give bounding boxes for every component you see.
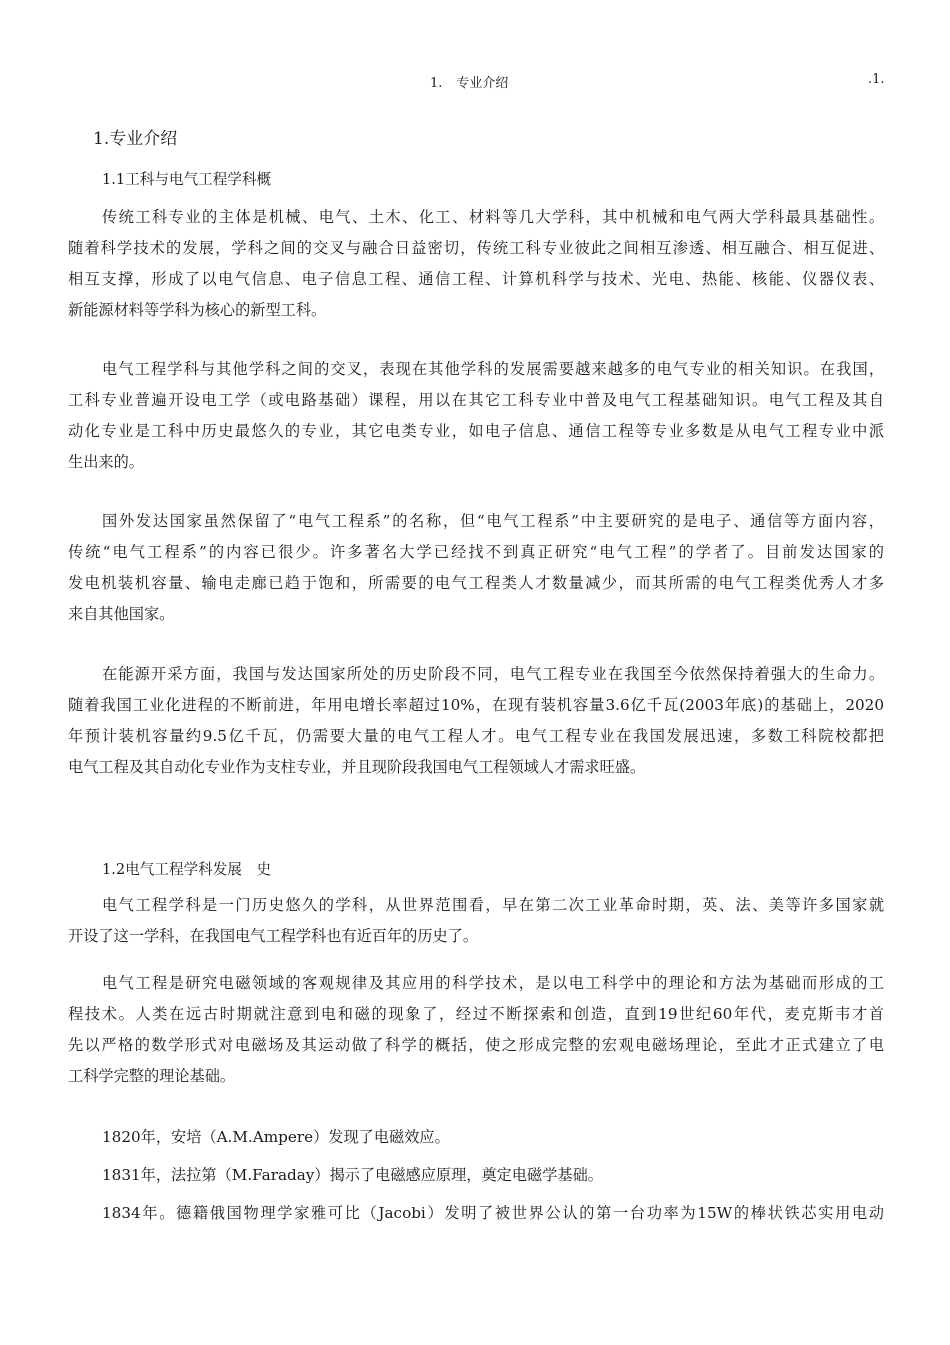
text-line: 工科专业普遍开设电工学（或电路基础）课程，用以在其它工科专业中普及电气工程基础知识。电气工程及其自 [68, 391, 884, 409]
text-line: 1834年。德籍俄国物理学家雅可比（Jacobi）发明了被世界公认的第一台功率为15W的棒状铁芯实用电动 [102, 1204, 884, 1222]
text-line: 生出来的。 [68, 453, 144, 471]
text-line: 1831年，法拉第（M.Faraday）揭示了电磁感应原理，奠定电磁学基础。 [102, 1166, 603, 1184]
text-line: 发电机装机容量、输电走廊已趋于饱和，所需要的电气工程类人才数量减少，而其所需的电气工程类优秀人才多 [68, 574, 884, 592]
text-line: 国外发达国家虽然保留了“电气工程系”的名称，但“电气工程系”中主要研究的是电子、通信等方面内容， [102, 512, 884, 530]
chapter-heading: 1.专业介绍 [93, 129, 178, 149]
paragraph [68, 1122, 884, 1153]
paragraph [68, 659, 884, 783]
text-line: 动化专业是工科中历史最悠久的专业，其它电类专业，如电子信息、通信工程等专业多数是从电气工程专业中派 [68, 422, 884, 440]
text-line: 电气工程及其自动化专业作为支柱专业，并且现阶段我国电气工程领域人才需求旺盛。 [68, 758, 646, 776]
section-heading-1-2: 1.2电气工程学科发展 史 [102, 861, 272, 878]
text-line: 电气工程学科与其他学科之间的交叉，表现在其他学科的发展需要越来越多的电气专业的相关知识。在我国， [102, 360, 884, 378]
text-line: 先以严格的数学形式对电磁场及其运动做了科学的概括，使之形成完整的宏观电磁场理论，至此才正式建立了电 [68, 1036, 884, 1054]
page-header [0, 72, 950, 92]
text-line: 随着我国工业化进程的不断前进，年用电增长率超过10%，在现有装机容量3.6亿千瓦(2003年底)的基础上，2020 [68, 696, 884, 714]
paragraph [68, 1198, 884, 1229]
text-line: 新能源材料等学科为核心的新型工科。 [68, 301, 327, 319]
paragraph [68, 968, 884, 1092]
paragraph [68, 506, 884, 630]
text-line: 电气工程学科是一门历史悠久的学科，从世界范围看，早在第二次工业革命时期，英、法、美等许多国家就 [102, 896, 884, 914]
text-line: 在能源开采方面，我国与发达国家所处的历史阶段不同，电气工程专业在我国至今依然保持着强大的生命力。 [102, 665, 884, 683]
text-line: 电气工程是研究电磁领域的客观规律及其应用的科学技术，是以电工科学中的理论和方法为基础而形成的工 [102, 974, 884, 992]
text-line: 传统工科专业的主体是机械、电气、土木、化工、材料等几大学科，其中机械和电气两大学科最具基础性。 [102, 208, 884, 226]
text-line: 程技术。人类在远古时期就注意到电和磁的现象了，经过不断探索和创造，直到19世纪60年代，麦克斯韦才首 [68, 1005, 884, 1023]
paragraph [68, 1160, 884, 1191]
text-line: 随着科学技术的发展，学科之间的交叉与融合日益密切，传统工科专业彼此之间相互渗透、相互融合、相互促进、 [68, 239, 884, 257]
text-line: 开设了这一学科，在我国电气工程学科也有近百年的历史了。 [68, 927, 479, 945]
paragraph [68, 202, 884, 326]
text-line: 1820年，安培（A.M.Ampere）发现了电磁效应。 [102, 1128, 450, 1146]
header-title-text: 专业介绍 [456, 76, 509, 91]
section-heading-1-1: 1.1工科与电气工程学科概 [102, 171, 272, 188]
header-number: 1. [430, 76, 443, 91]
text-line: 年预计装机容量约9.5亿千瓦，仍需要大量的电气工程人才。电气工程专业在我国发展迅速，多数工科院校都把 [68, 727, 884, 745]
header-page-number: .1. [868, 72, 885, 87]
paragraph [68, 354, 884, 478]
header-title [430, 72, 508, 91]
text-line: 来自其他国家。 [68, 605, 175, 623]
paragraph [68, 890, 884, 952]
text-line: 工科学完整的理论基础。 [68, 1067, 236, 1085]
text-line: 相互支撑，形成了以电气信息、电子信息工程、通信工程、计算机科学与技术、光电、热能、核能、仪器仪表、 [68, 270, 884, 288]
text-line: 传统“电气工程系”的内容已很少。许多著名大学已经找不到真正研究“电气工程”的学者了。目前发达国家的 [68, 543, 884, 561]
